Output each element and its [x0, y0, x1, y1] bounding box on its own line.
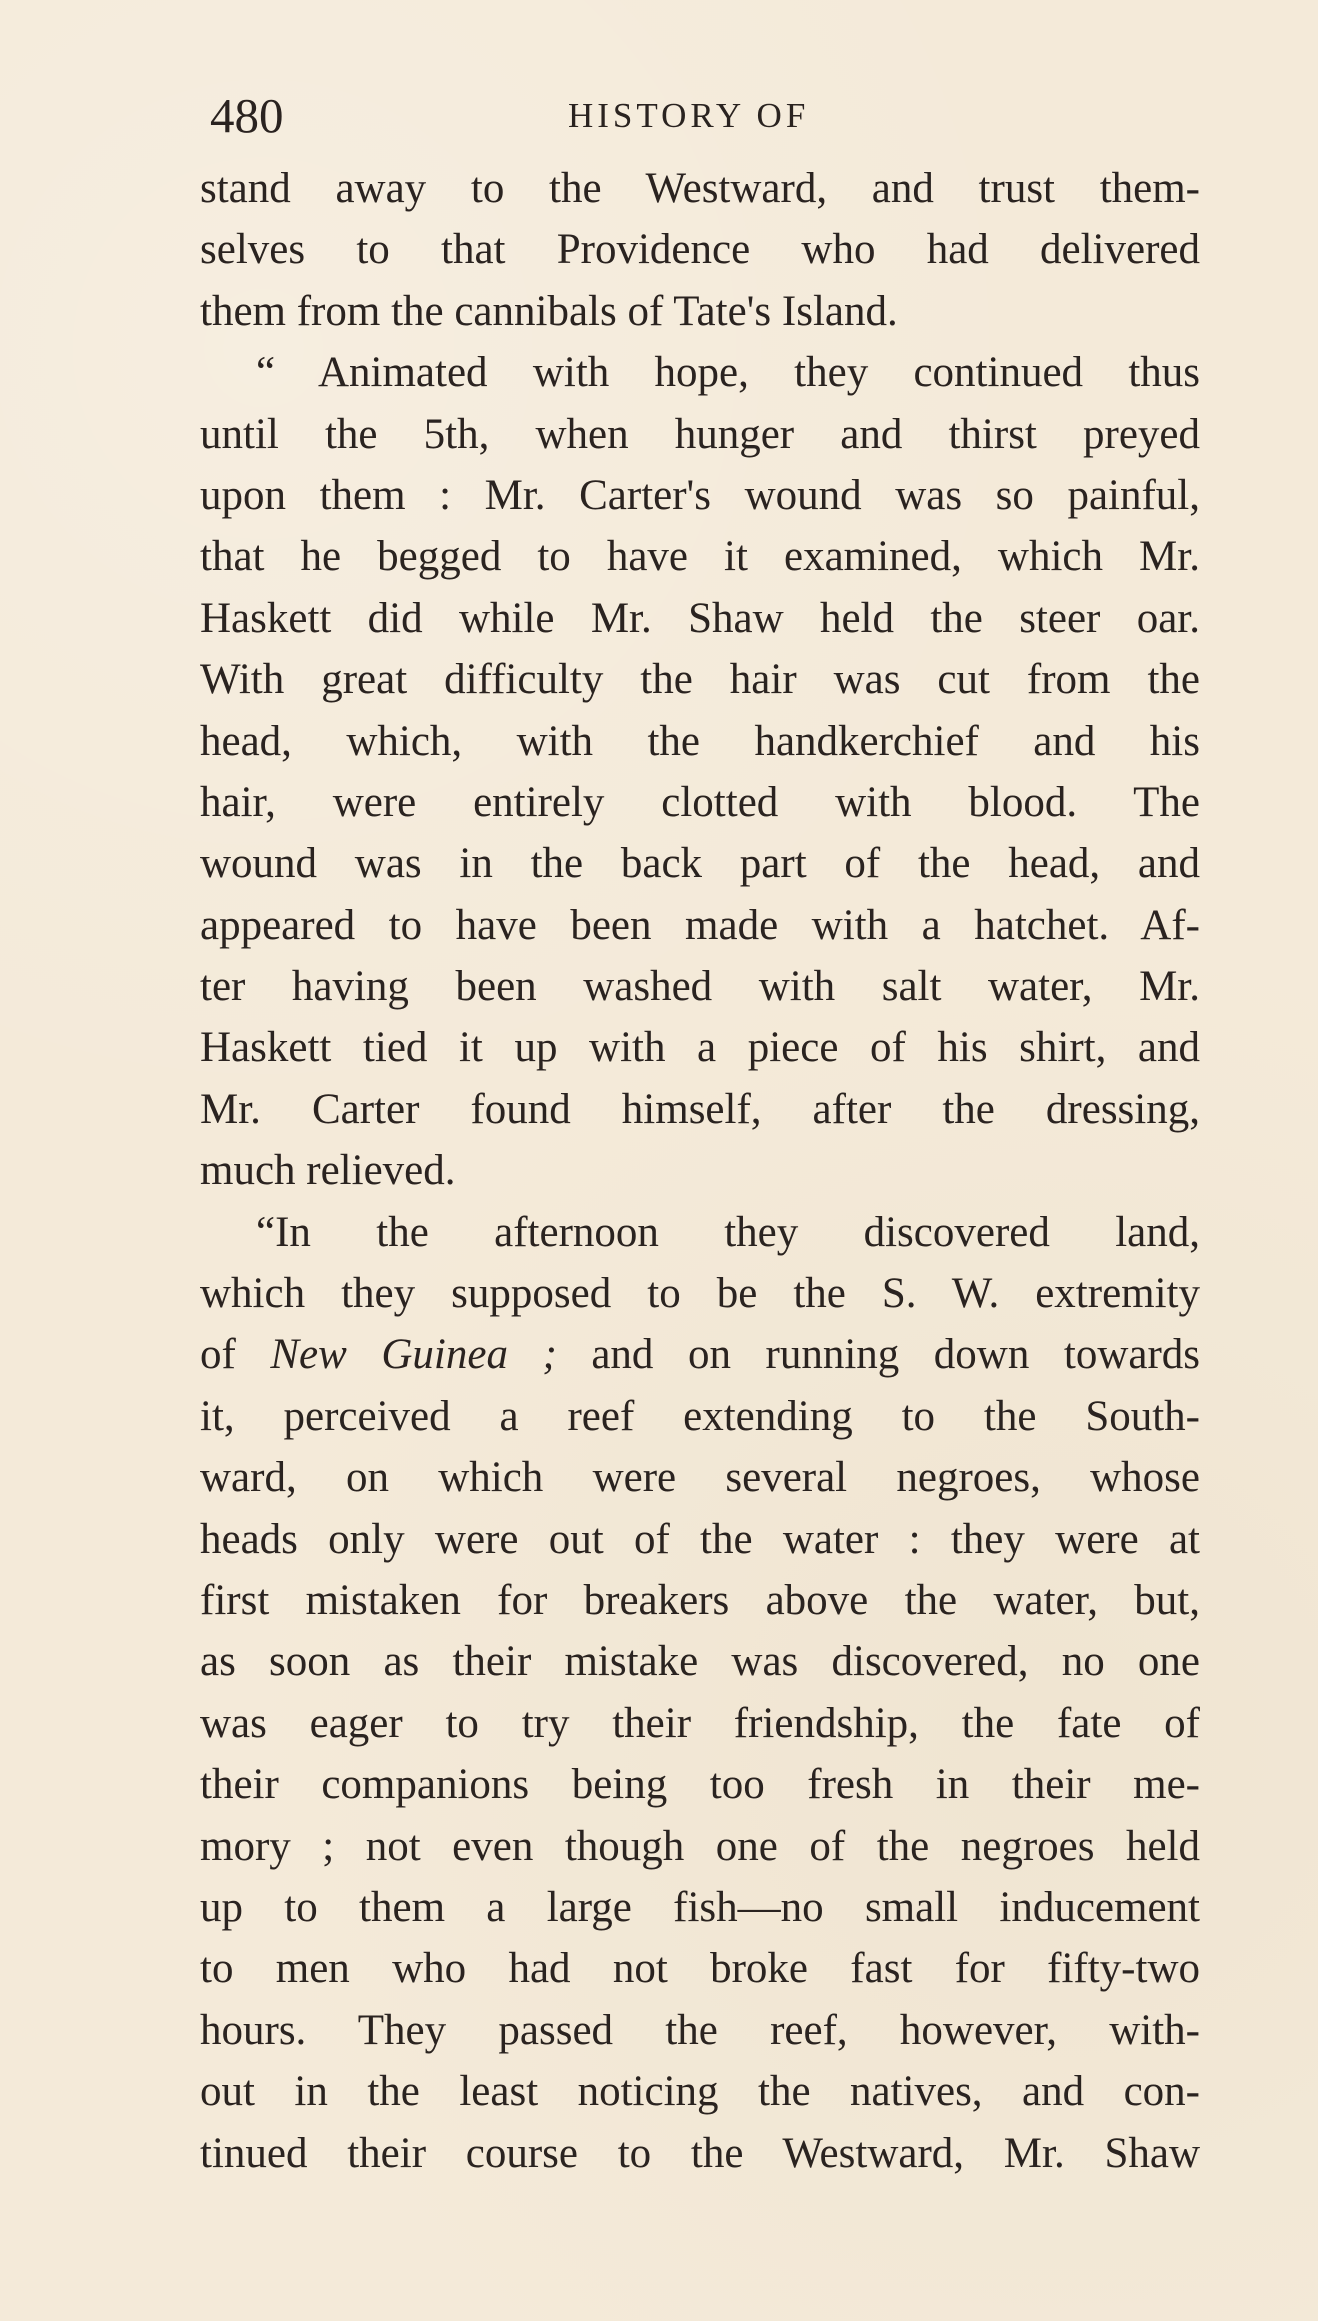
- text-line-18: “In the afternoon they discovered land,: [256, 1208, 1200, 1256]
- text-line-15: Haskett tied it up with a piece of his shirt, and: [200, 1024, 1200, 1072]
- text-line-2: selves to that Providence who had delivered: [200, 226, 1200, 274]
- text-line-25: as soon as their mistake was discovered, no one: [200, 1638, 1200, 1686]
- text-line-3: them from the cannibals of Tate's Island.: [200, 287, 898, 335]
- text-line-8: Haskett did while Mr. Shaw held the steer oar.: [200, 594, 1200, 642]
- text-line-21: it, perceived a reef extending to the South-: [200, 1392, 1200, 1440]
- text-line-29: up to them a large fish—no small inducement: [200, 1883, 1200, 1931]
- text-line-19: which they supposed to be the S. W. extremity: [200, 1270, 1200, 1318]
- text-line-14: ter having been washed with salt water, Mr.: [200, 963, 1200, 1011]
- text-line-9: With great difficulty the hair was cut from the: [200, 656, 1200, 704]
- text-line-13: appeared to have been made with a hatchet. Af-: [200, 901, 1200, 949]
- text-line-12: wound was in the back part of the head, and: [200, 840, 1200, 888]
- text-line-20-end: and on running down towards: [591, 1331, 1201, 1379]
- text-line-11: hair, were entirely clotted with blood. The: [200, 778, 1200, 826]
- text-line-4: “ Animated with hope, they continued thus: [256, 349, 1200, 397]
- page-header: [210, 86, 1210, 146]
- text-line-20: [200, 1324, 1200, 1385]
- text-line-16: Mr. Carter found himself, after the dressing,: [200, 1085, 1200, 1133]
- text-line-30: to men who had not broke fast for fifty-two: [200, 1945, 1200, 1993]
- text-line-20-start: of: [200, 1331, 236, 1379]
- text-line-27: their companions being too fresh in their me-: [200, 1761, 1200, 1809]
- page-number: 480: [210, 88, 284, 143]
- text-line-32: out in the least noticing the natives, and con-: [200, 2068, 1200, 2116]
- italic-place-name: New Guinea ;: [270, 1331, 557, 1379]
- text-line-24: first mistaken for breakers above the water, but,: [200, 1576, 1200, 1624]
- text-line-1: stand away to the Westward, and trust them-: [200, 165, 1200, 212]
- text-line-31: hours. They passed the reef, however, with-: [200, 2006, 1200, 2054]
- text-line-10: head, which, with the handkerchief and his: [200, 717, 1200, 765]
- text-line-28: mory ; not even though one of the negroes held: [200, 1822, 1200, 1870]
- text-line-17: much relieved.: [200, 1147, 456, 1195]
- text-line-26: was eager to try their friendship, the fate of: [200, 1699, 1200, 1747]
- running-head: HISTORY OF: [568, 96, 810, 135]
- text-line-23: heads only were out of the water : they were at: [200, 1515, 1200, 1563]
- text-line-7: that he begged to have it examined, which Mr.: [200, 533, 1200, 581]
- text-line-33: tinued their course to the Westward, Mr. Shaw: [200, 2129, 1200, 2177]
- text-line-5: until the 5th, when hunger and thirst preyed: [200, 410, 1200, 458]
- body-text: [200, 158, 1200, 2184]
- text-line-6: upon them : Mr. Carter's wound was so painful,: [200, 471, 1200, 519]
- text-line-22: ward, on which were several negroes, whose: [200, 1454, 1200, 1502]
